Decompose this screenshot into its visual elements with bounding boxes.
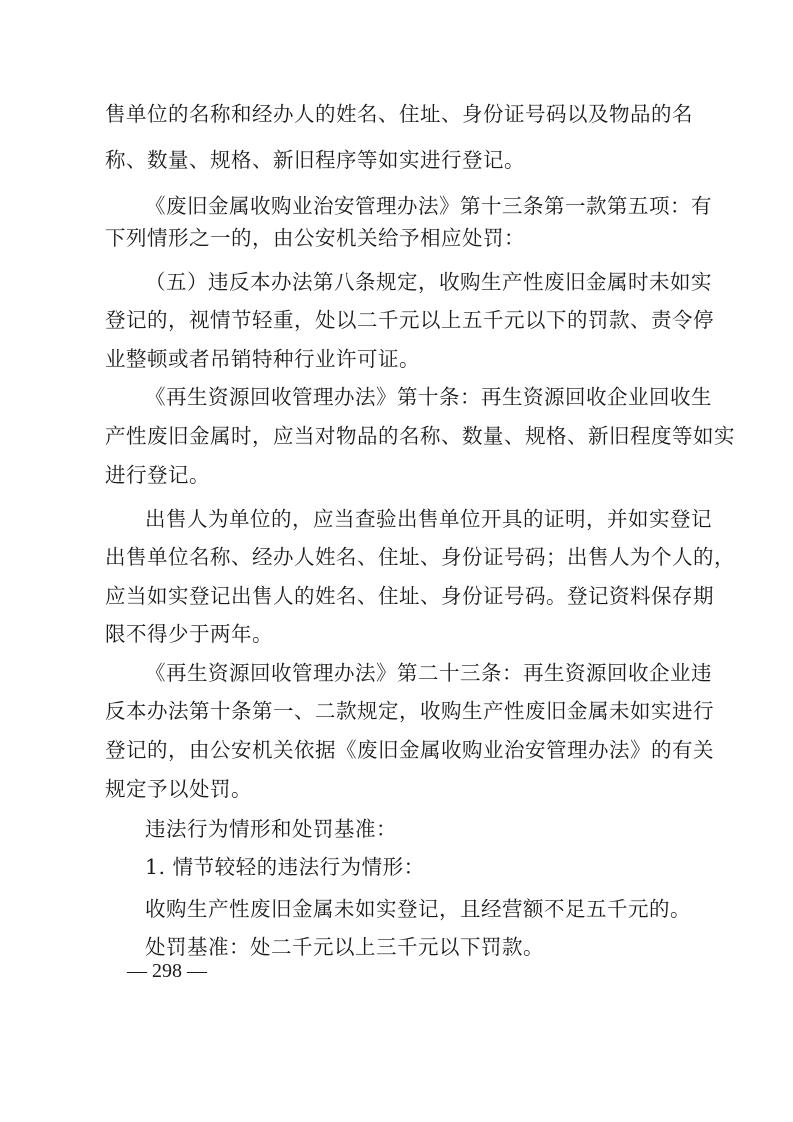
page-number: — 298 — (127, 960, 207, 982)
text-line-18: 规定予以处罚。 (105, 777, 252, 801)
text-line-8: 《再生资源回收管理办法》第十条：再生资源回收企业回收生 (145, 385, 712, 409)
text-line-1: 售单位的名称和经办人的姓名、住址、身份证号码以及物品的名 (105, 102, 693, 126)
text-line-19: 违法行为情形和处罚基准： (145, 817, 397, 841)
text-line-14: 限不得少于两年。 (105, 622, 273, 646)
text-line-7: 业整顿或者吊销特种行业许可证。 (105, 347, 420, 371)
text-line-4: 下列情形之一的，由公安机关给予相应处罚： (105, 226, 525, 250)
text-line-9: 产性废旧金属时，应当对物品的名称、数量、规格、新旧程度等如实 (105, 424, 735, 448)
text-line-21: 收购生产性废旧金属未如实登记，且经营额不足五千元的。 (145, 897, 691, 921)
text-line-12: 出售单位名称、经办人姓名、住址、身份证号码；出售人为个人的， (105, 545, 735, 569)
text-line-22: 处罚基准：处二千元以上三千元以下罚款。 (145, 935, 544, 959)
text-line-13: 应当如实登记出售人的姓名、住址、身份证号码。登记资料保存期 (105, 584, 714, 608)
text-line-11: 出售人为单位的，应当查验出售单位开具的证明，并如实登记 (145, 507, 712, 531)
text-line-10: 进行登记。 (105, 463, 210, 487)
text-line-2: 称、数量、规格、新旧程序等如实进行登记。 (105, 148, 525, 172)
text-line-17: 登记的，由公安机关依据《废旧金属收购业治安管理办法》的有关 (105, 738, 714, 762)
text-line-15: 《再生资源回收管理办法》第二十三条：再生资源回收企业违 (145, 661, 712, 685)
text-line-16: 反本办法第十条第一、二款规定，收购生产性废旧金属未如实进行 (105, 699, 714, 723)
text-line-3: 《废旧金属收购业治安管理办法》第十三条第一款第五项：有 (145, 194, 712, 218)
text-line-20: 1. 情节较轻的违法行为情形： (145, 855, 425, 879)
text-line-6: 登记的，视情节轻重，处以二千元以上五千元以下的罚款、责令停 (105, 308, 714, 332)
text-line-5: （五）违反本办法第八条规定，收购生产性废旧金属时未如实 (145, 270, 712, 294)
